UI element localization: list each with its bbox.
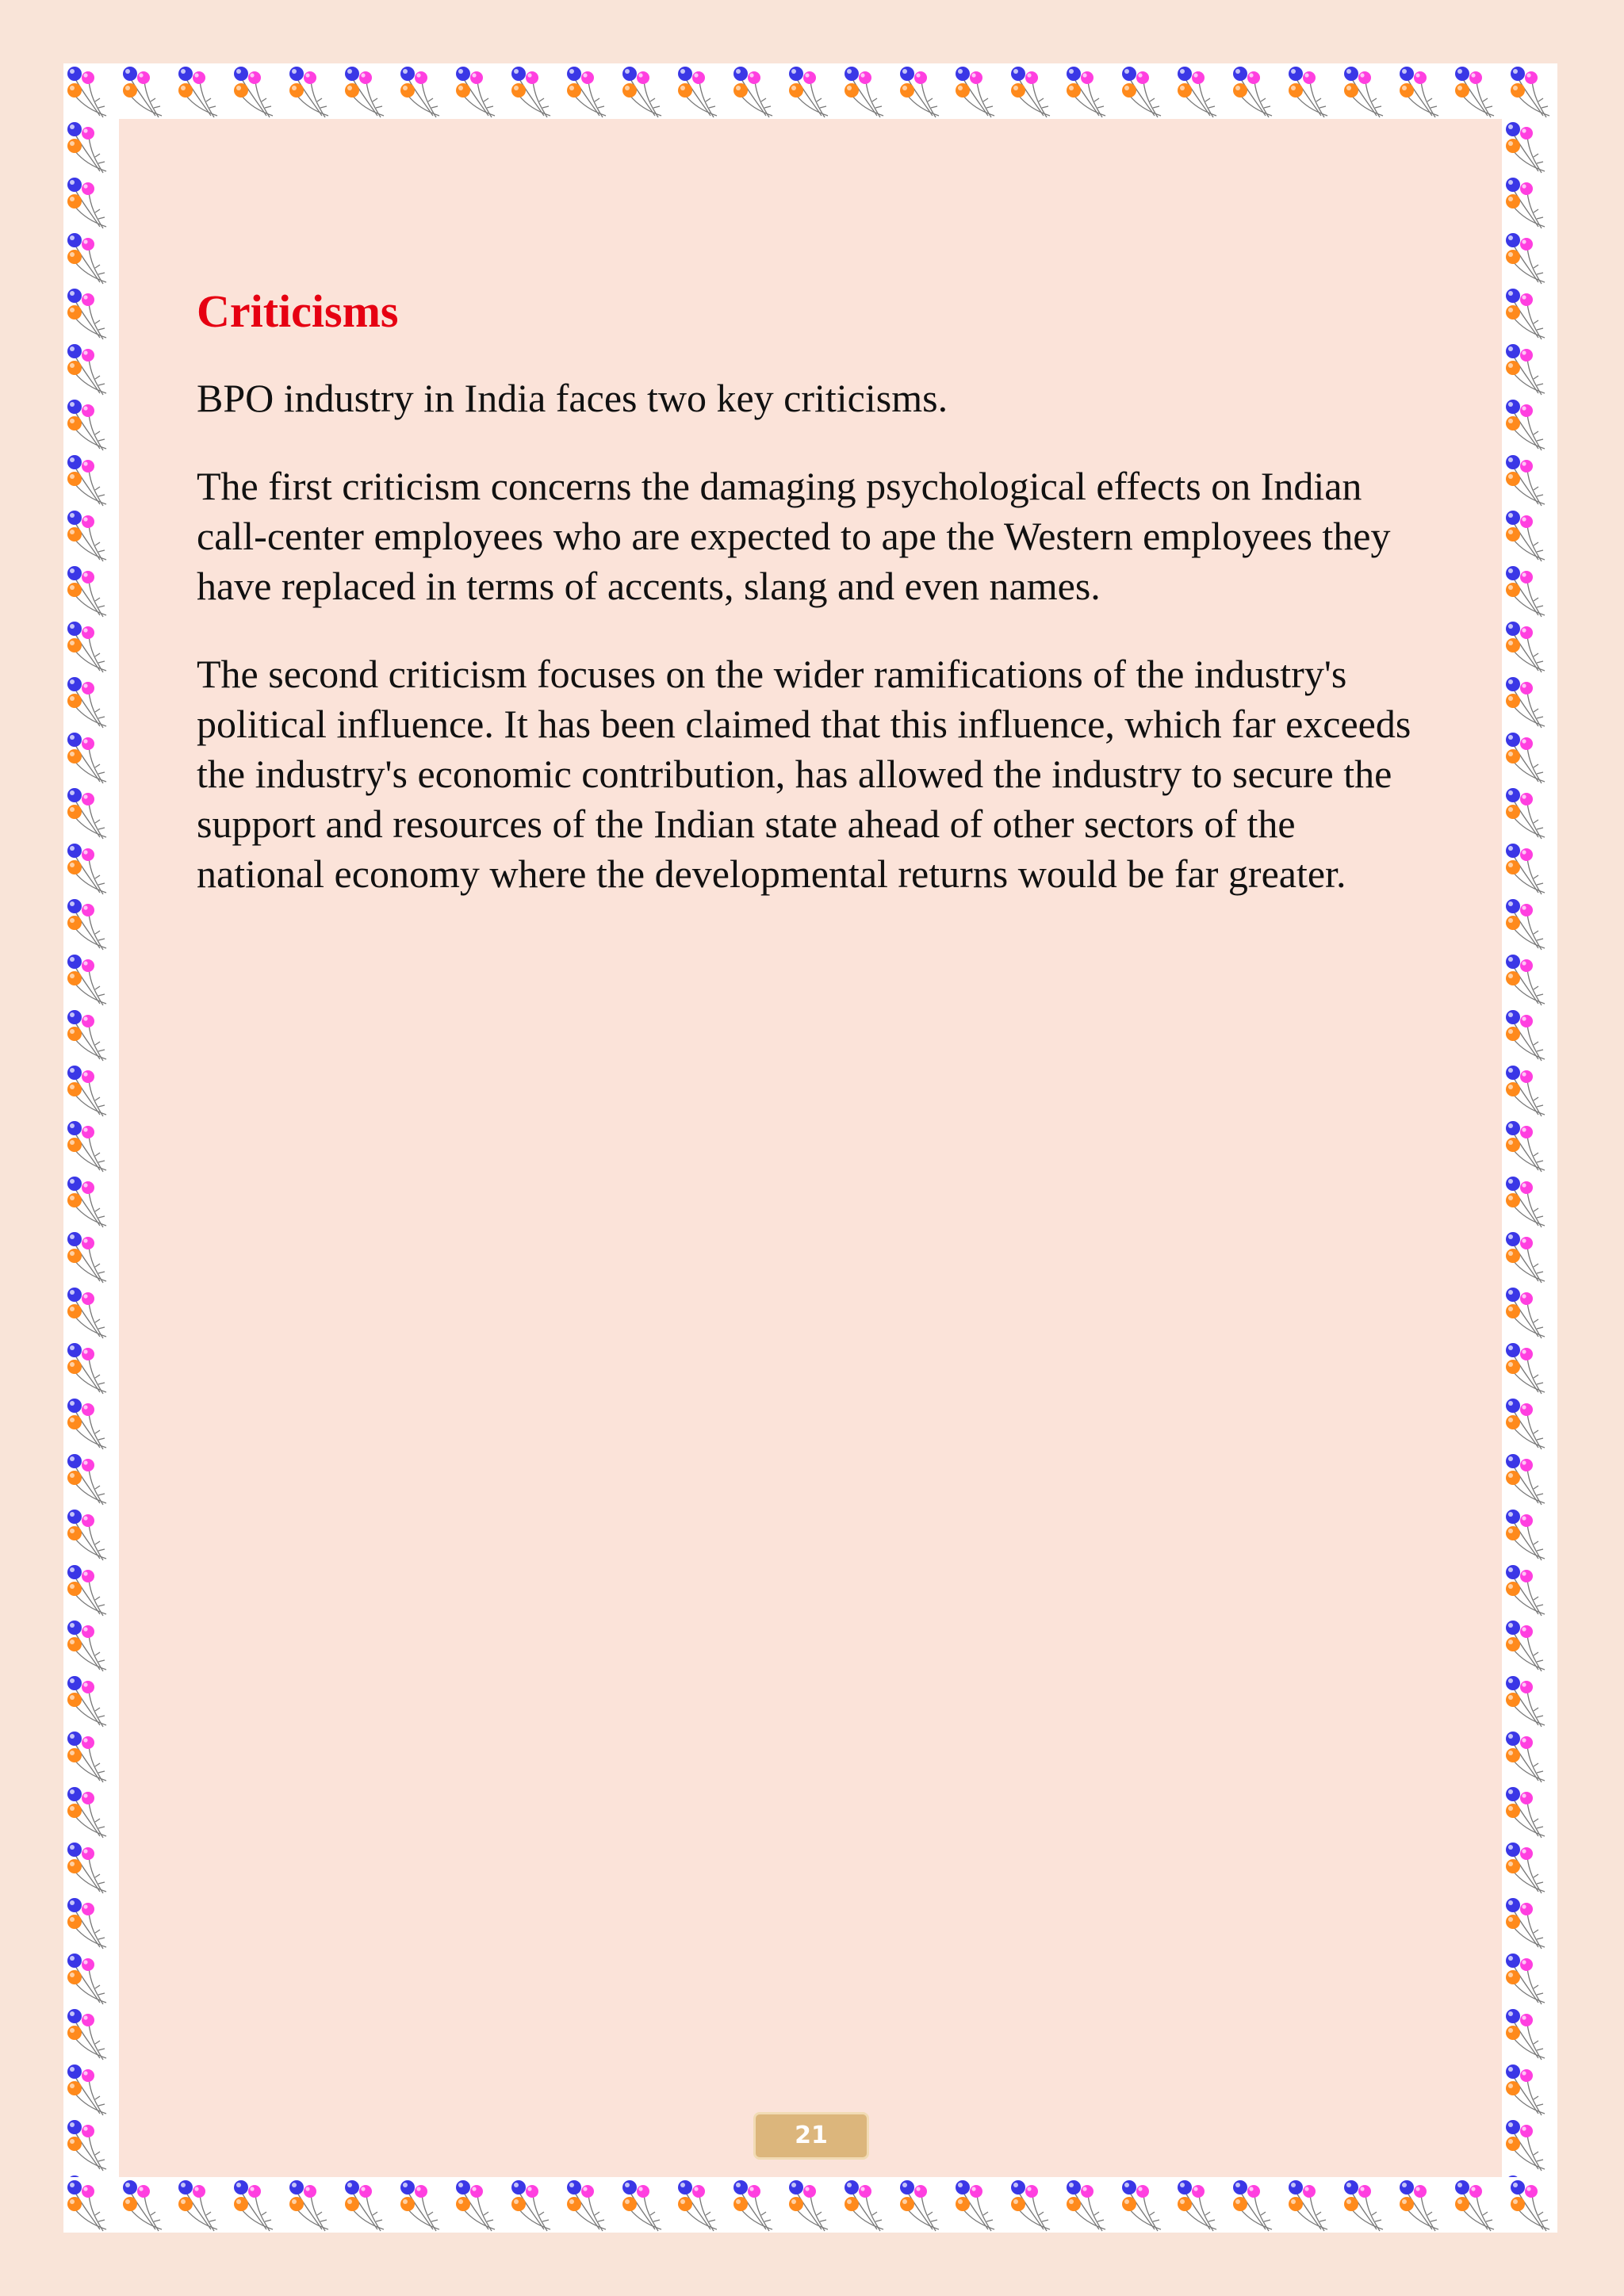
page-body xyxy=(197,285,1418,937)
paragraph-intro: BPO industry in India faces two key criticisms. xyxy=(197,375,948,420)
balloon-border-top xyxy=(63,63,1557,119)
page-number: 21 xyxy=(753,2112,869,2160)
paragraph-second-criticism: The second criticism focuses on the wider ramifications of the industry's political influence. It has been claimed that this influence, which far exceeds the industry's economic contribution, has allowed the industry to secure the support and resources of the Indian state ahead of other sectors of the national economy where the developmental returns would be far greater. xyxy=(197,651,1411,896)
paragraph-first-criticism: The first criticism concerns the damaging psychological effects on Indian call-center employees who are expected to ape the Western employees they have replaced in terms of accents, slang and even names. xyxy=(197,463,1391,608)
balloon-border-left xyxy=(63,119,119,2177)
balloon-border-right xyxy=(1502,119,1557,2177)
section-heading: Criticisms xyxy=(197,285,399,337)
balloon-border-bottom xyxy=(63,2177,1557,2233)
